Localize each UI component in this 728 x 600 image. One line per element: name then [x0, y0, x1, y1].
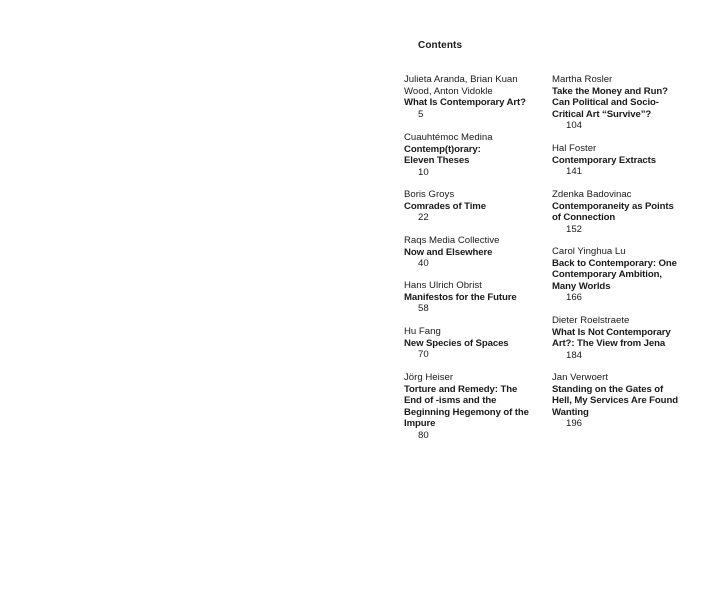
entry-page-number: 5	[418, 108, 424, 120]
toc-entry	[552, 189, 677, 235]
toc-entry	[404, 74, 529, 120]
entry-title: What Is Not Contemporary Art?: The View from Jena	[552, 326, 671, 349]
entry-author: Boris Groys	[404, 189, 455, 200]
entry-page-number: 22	[418, 212, 429, 223]
entry-author: Julieta Aranda, Brian Kuan Wood, Anton Vidokle	[404, 74, 518, 97]
entry-author: Hal Foster	[552, 143, 597, 154]
entry-author: Raqs Media Collective	[404, 235, 500, 246]
entry-title: What Is Contemporary Art?	[404, 97, 526, 108]
toc-entry	[552, 315, 672, 361]
toc-entry	[552, 372, 682, 430]
entry-page-number: 196	[566, 418, 583, 429]
entry-author: Carol Yinghua Lu	[552, 246, 626, 257]
entry-title: Torture and Remedy: The End of -isms and the Beginning Hegemony of the Impure	[404, 383, 529, 429]
entry-page-number: 58	[418, 303, 429, 314]
entry-title: Take the Money and Run? Can Political and Socio-Critical Art “Survive”?	[552, 85, 668, 120]
toc-entry	[404, 235, 554, 270]
entry-title: Contemporary Extracts	[552, 154, 656, 166]
entry-title: Comrades of Time	[404, 200, 486, 212]
entry-title: Now and Elsewhere	[404, 246, 493, 258]
entry-author: Hans Ulrich Obrist	[404, 280, 482, 291]
entry-title: New Species of Spaces	[404, 337, 509, 349]
entry-title: Standing on the Gates of Hell, My Services Are Found Wanting	[552, 383, 678, 418]
entry-title: Contemporaneity as Points of Connection	[552, 200, 674, 223]
entry-author: Dieter Roelstraete	[552, 315, 630, 326]
toc-entry	[404, 280, 554, 315]
entry-author: Hu Fang	[404, 326, 441, 337]
entry-page-number: 10	[418, 166, 429, 178]
entry-page-number: 184	[566, 349, 583, 361]
entry-author: Cuauhtémoc Medina	[404, 132, 493, 143]
toc-entry	[404, 132, 499, 178]
toc-entry	[404, 326, 554, 361]
entry-author: Jörg Heiser	[404, 372, 454, 383]
entry-page-number: 152	[566, 223, 583, 235]
entry-page-number: 40	[418, 258, 429, 269]
entry-page-number: 141	[566, 166, 583, 177]
toc-entry	[552, 143, 702, 178]
toc-entry	[552, 246, 682, 304]
contents-heading: Contents	[418, 40, 463, 51]
entry-page-number: 70	[418, 349, 429, 360]
entry-page-number: 80	[418, 429, 429, 441]
entry-page-number: 166	[566, 292, 583, 303]
entry-title: Back to Contemporary: One Contemporary Ambition, Many Worlds	[552, 257, 677, 292]
toc-entry	[404, 372, 536, 441]
entry-page-number: 104	[566, 120, 583, 131]
entry-author: Jan Verwoert	[552, 372, 608, 383]
entry-author: Zdenka Badovinac	[552, 189, 632, 200]
entry-title: Manifestos for the Future	[404, 291, 517, 303]
toc-entry	[404, 189, 554, 224]
entry-title: Contemp(t)orary: Eleven Theses	[404, 143, 481, 166]
entry-author: Martha Rosler	[552, 74, 613, 85]
toc-entry	[552, 74, 670, 132]
